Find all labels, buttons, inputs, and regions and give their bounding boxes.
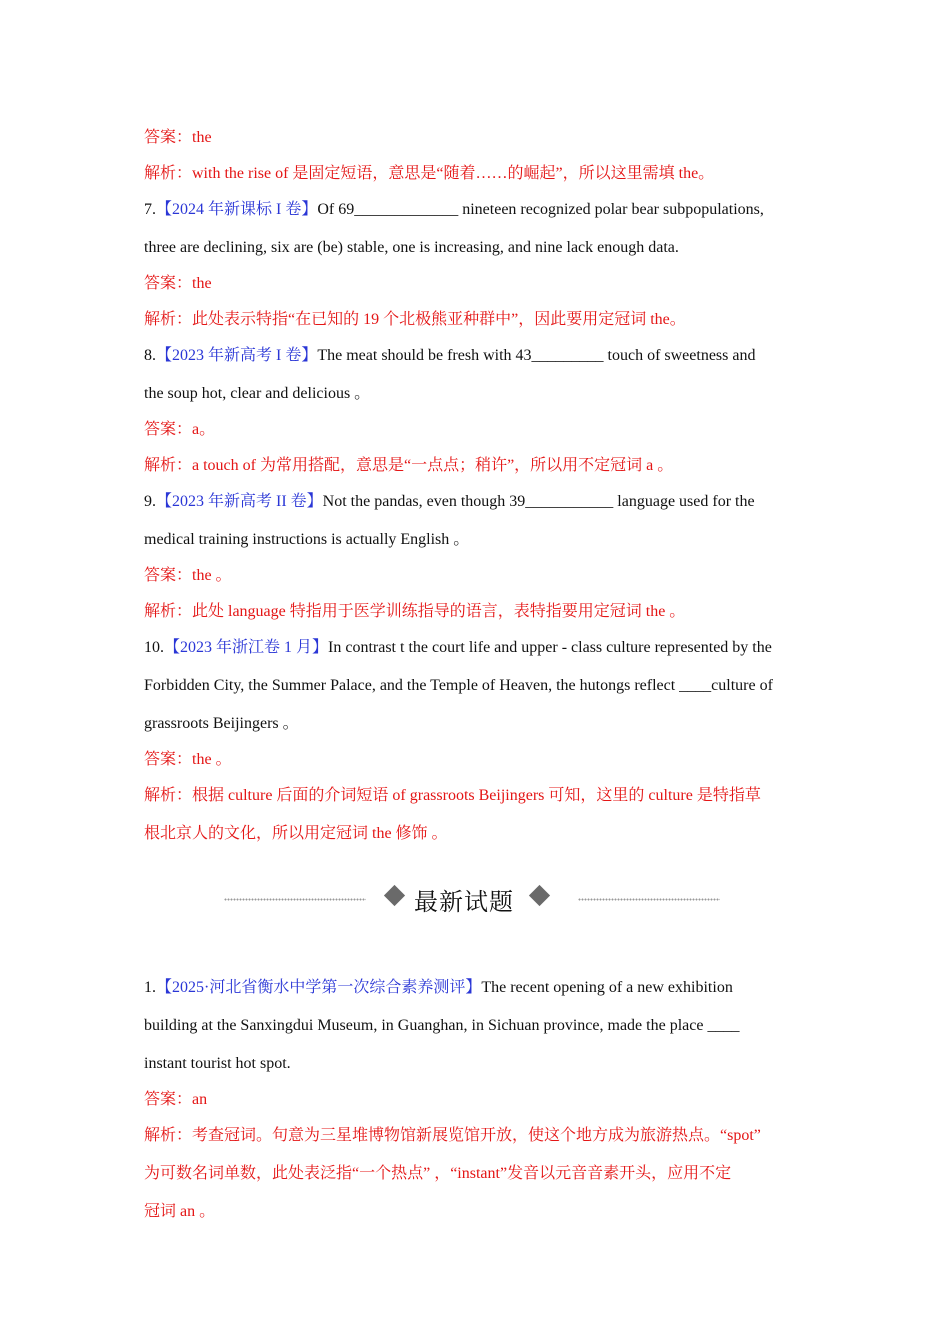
analysis-7: 解析：此处表示特指“在已知的 19 个北极熊亚种群中”，因此要用定冠词 the。 xyxy=(144,311,686,328)
question-10-cont: Forbidden City, the Summer Palace, and the Temple of Heaven, the hutongs reflect ____culture of xyxy=(144,677,773,694)
question-source: 【2023 年新高考 II 卷】 xyxy=(156,493,323,510)
new-analysis-1-cont2: 冠词 an 。 xyxy=(144,1203,216,1220)
new-question-1-cont: building at the Sanxingdui Museum, in Guanghan, in Sichuan province, made the place ____ xyxy=(144,1017,740,1034)
section-divider xyxy=(144,860,808,952)
question-10-cont2: grassroots Beijingers 。 xyxy=(144,715,299,732)
question-number: 8. xyxy=(144,347,156,364)
question-10 xyxy=(144,630,808,666)
question-number: 1. xyxy=(144,979,156,996)
question-8-cont: the soup hot, clear and delicious 。 xyxy=(144,385,371,402)
answer-9: 答案：the 。 xyxy=(144,567,232,584)
question-text: In contrast t the court life and upper - class culture represented by the xyxy=(328,639,772,656)
answer-8: 答案：a。 xyxy=(144,421,216,438)
new-answer-1: 答案：an xyxy=(144,1091,208,1108)
question-source: 【2024 年新课标 I 卷】 xyxy=(156,201,318,218)
new-question-1-cont2: instant tourist hot spot. xyxy=(144,1055,291,1072)
question-text: Of 69_____________ nineteen recognized polar bear subpopulations, xyxy=(317,201,764,218)
question-9-cont: medical training instructions is actually English 。 xyxy=(144,531,470,548)
section-title: 最新试题 xyxy=(414,888,514,916)
question-7 xyxy=(144,192,808,228)
question-8 xyxy=(144,338,808,374)
analysis-9: 解析：此处 language 特指用于医学训练指导的语言，表特指要用定冠词 the 。 xyxy=(144,603,686,620)
diamond-icon xyxy=(384,885,405,906)
analysis-10: 解析：根据 culture 后面的介词短语 of grassroots Beijingers 可知，这里的 culture 是特指草 xyxy=(144,787,761,804)
analysis-8: 解析：a touch of 为常用搭配，意思是“一点点；稍许”，所以用不定冠词 a 。 xyxy=(144,457,674,474)
question-source: 【2023 年新高考 I 卷】 xyxy=(156,347,318,364)
document-content xyxy=(144,120,808,1230)
answer-10: 答案：the 。 xyxy=(144,751,232,768)
question-number: 7. xyxy=(144,201,156,218)
question-text: The recent opening of a new exhibition xyxy=(481,979,733,996)
new-analysis-1: 解析：考查冠词。句意为三星堆博物馆新展览馆开放，使这个地方成为旅游热点。“spot” xyxy=(144,1127,761,1144)
diamond-icon xyxy=(529,885,550,906)
answer-7: 答案：the xyxy=(144,275,212,292)
analysis-6: 解析：with the rise of 是固定短语，意思是“随着……的崛起”，所以这里需填 the。 xyxy=(144,165,715,182)
new-question-1 xyxy=(144,970,808,1006)
dotted-rule-left xyxy=(224,898,366,901)
dotted-rule-right xyxy=(578,898,720,901)
question-9 xyxy=(144,484,808,520)
new-analysis-1-cont: 为可数名词单数，此处表泛指“一个热点” ，“instant”发音以元音音素开头，应用不定 xyxy=(144,1165,732,1182)
answer-6: 答案：the xyxy=(144,129,212,146)
question-text: The meat should be fresh with 43_________ touch of sweetness and xyxy=(317,347,756,364)
question-source: 【2025·河北省衡水中学第一次综合素养测评】 xyxy=(156,979,482,996)
analysis-10-cont: 根北京人的文化，所以用定冠词 the 修饰 。 xyxy=(144,825,448,842)
question-number: 9. xyxy=(144,493,156,510)
question-number: 10. xyxy=(144,639,164,656)
question-source: 【2023 年浙江卷 1 月】 xyxy=(164,639,329,656)
question-7-cont: three are declining, six are (be) stable, one is increasing, and nine lack enough data. xyxy=(144,239,679,256)
question-text: Not the pandas, even though 39___________ language used for the xyxy=(322,493,755,510)
